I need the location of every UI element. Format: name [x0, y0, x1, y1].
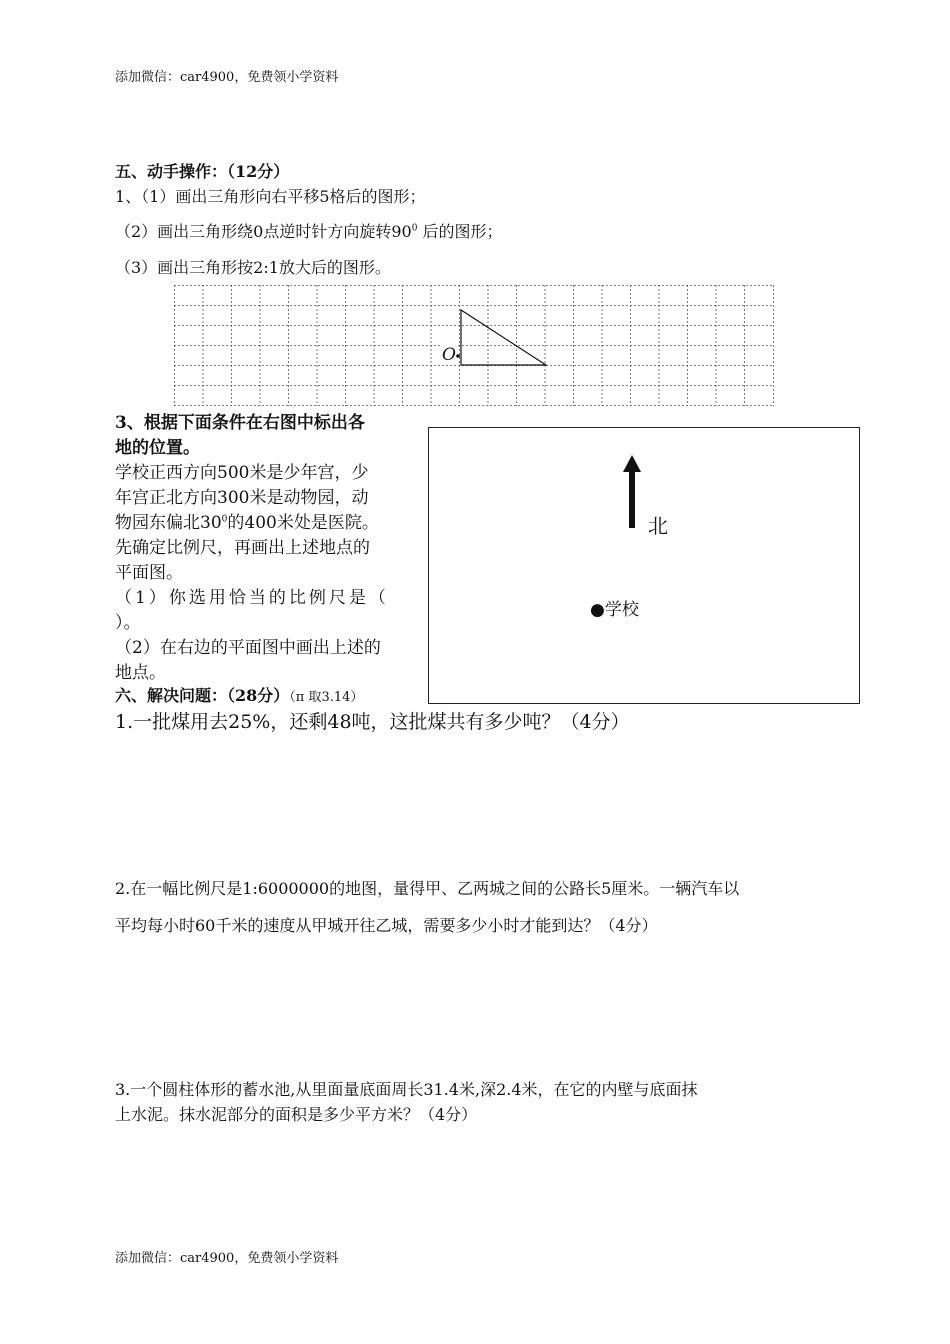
north-arrow-icon	[429, 428, 859, 703]
q1-part1: 1、（1）画出三角形向右平移5格后的图形；	[115, 187, 426, 206]
point-o-label: O	[442, 345, 456, 365]
triangle-shape	[461, 310, 546, 365]
grid-lines	[174, 285, 774, 406]
q3-line3	[115, 508, 379, 533]
degree-sup: 0	[411, 223, 418, 234]
q1-part2	[115, 219, 503, 242]
north-label: 北	[648, 514, 668, 538]
problem-3-line2: 上水泥。抹水泥部分的面积是多少平方米？（4分）	[115, 1105, 478, 1124]
problem-2-line2: 平均每小时60千米的速度从甲城开往乙城，需要多少小时才能到达？（4分）	[115, 916, 658, 935]
q3-line3-tail: 的400米处是医院。	[227, 513, 379, 533]
q1-part3: （3）画出三角形按2:1放大后的图形。	[115, 258, 391, 277]
q1-part2-text: （2）画出三角形绕0点逆时针方向旋转90	[115, 222, 412, 241]
q3-line1: 学校正西方向500米是少年宫，少	[115, 463, 369, 483]
q1-part2-tail: 后的图形；	[417, 222, 503, 241]
q3-sub2-line1: （2）在右边的平面图中画出上述的	[115, 638, 381, 658]
q3-sub1-line1: （1）你选用恰当的比例尺是（	[115, 588, 389, 608]
q3-sub2-line2: 地点。	[115, 663, 166, 683]
problem-3-line1: 3.一个圆柱体形的蓄水池,从里面量底面周长31.4米,深2.4米，在它的内壁与底面抹	[115, 1080, 698, 1099]
point-o-dot	[456, 354, 460, 358]
q3-title-line2: 地的位置。	[115, 438, 200, 458]
problem-2-line1: 2.在一幅比例尺是1:6000000的地图，量得甲、乙两城之间的公路长5厘米。一辆汽车以	[115, 879, 740, 898]
section6-note: （π 取3.14）	[289, 690, 364, 705]
problem-1: 1.一批煤用去25%，还剩48吨，这批煤共有多少吨？（4分）	[115, 711, 630, 733]
q3-title-line1: 3、根据下面条件在右图中标出各	[115, 413, 365, 433]
section6-title-row	[115, 683, 363, 706]
q3-sub1-line2: ）。	[115, 613, 141, 633]
school-marker: ●学校	[590, 600, 639, 620]
q3-line4: 先确定比例尺，再画出上述地点的	[115, 538, 370, 558]
degree-sup-2: 0	[221, 514, 228, 525]
page-header: 添加微信：car4900，免费领小学资料	[115, 70, 339, 85]
section5-title: 五、动手操作：（12分）	[115, 162, 290, 181]
q3-line3-text: 物园东偏北30	[115, 513, 222, 533]
grid-drawing-area[interactable]	[174, 285, 774, 406]
section6-title: 六、解决问题：（28分）	[115, 686, 290, 705]
map-drawing-area[interactable]	[428, 427, 860, 704]
page-footer: 添加微信：car4900，免费领小学资料	[115, 1251, 339, 1266]
grid-svg	[174, 285, 774, 406]
q3-line2: 年宫正北方向300米是动物园，动	[115, 488, 369, 508]
q3-line5: 平面图。	[115, 563, 183, 583]
